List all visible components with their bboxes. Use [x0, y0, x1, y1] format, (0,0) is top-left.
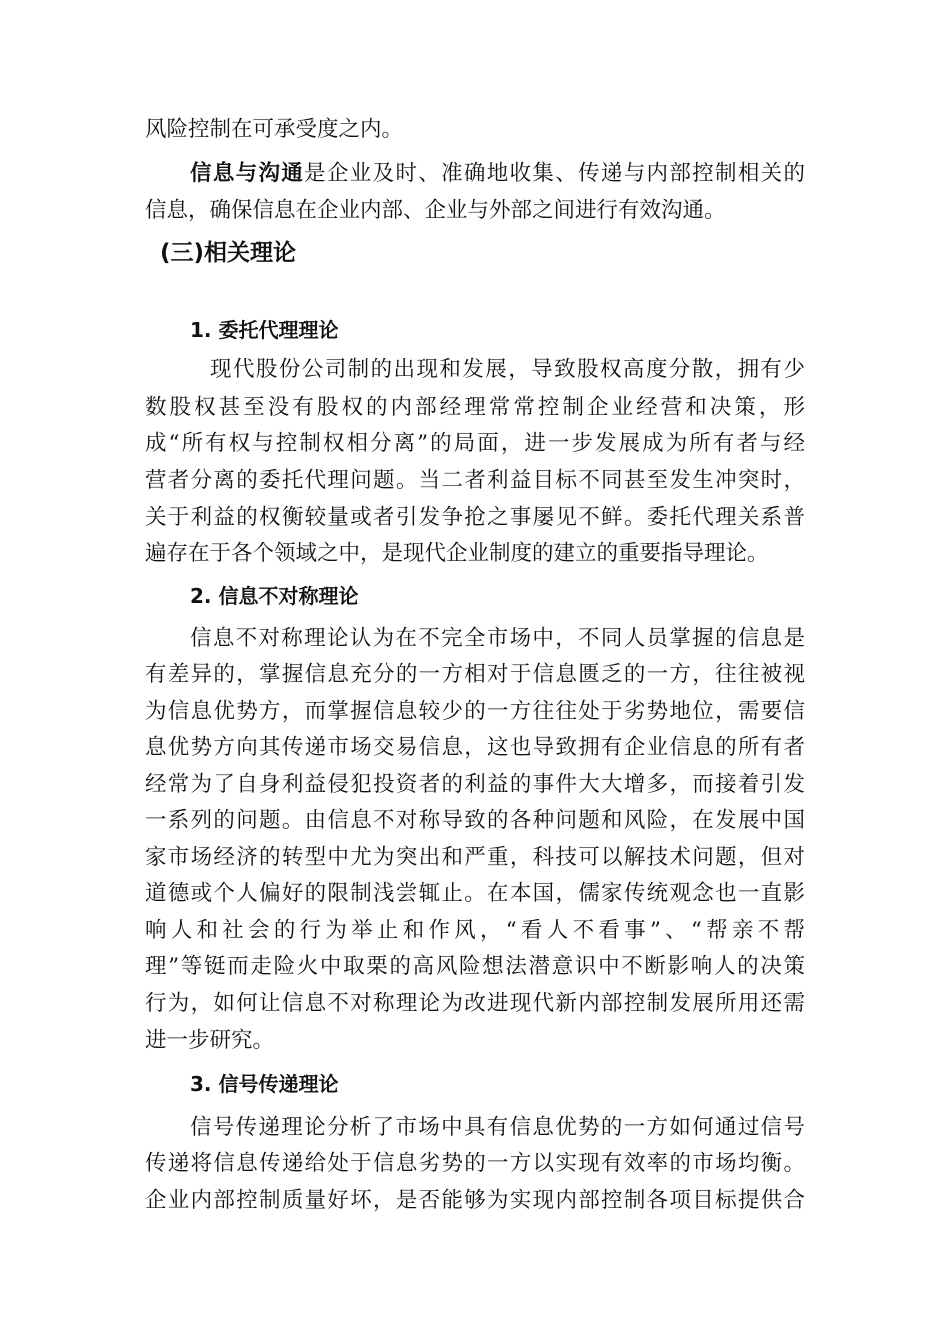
paragraph-line: 息优势方向其传递市场交易信息，这也导致拥有企业信息的所有者	[145, 735, 805, 760]
paragraph-line: 经常为了自身利益侵犯投资者的利益的事件大大增多，而接着引发	[145, 772, 805, 797]
paragraph-line: 响人和社会的行为举止和作风，“看人不看事”、“帮亲不帮	[145, 918, 805, 943]
paragraph-line: 行为，如何让信息不对称理论为改进现代新内部控制发展所用还需	[145, 991, 805, 1016]
subsection-heading: 3. 信号传递理论	[190, 1072, 339, 1096]
paragraph-line: 风险控制在可承受度之内。	[145, 117, 404, 142]
subsection-heading: 1. 委托代理理论	[190, 318, 339, 342]
paragraph-line: 关于利益的权衡较量或者引发争抢之事屡见不鲜。委托代理关系普	[145, 505, 805, 530]
paragraph-line: 信息，确保信息在企业内部、企业与外部之间进行有效沟通。	[145, 198, 726, 223]
paragraph-line: 家市场经济的转型中尤为突出和严重，科技可以解技术问题，但对	[145, 845, 805, 870]
paragraph-line: 成“所有权与控制权相分离”的局面，进一步发展成为所有者与经	[145, 431, 805, 456]
paragraph-line: 信息不对称理论认为在不完全市场中，不同人员掌握的信息是	[190, 626, 805, 651]
paragraph-line: 进一步研究。	[145, 1028, 275, 1053]
section-heading: (三)相关理论	[160, 240, 297, 266]
paragraph-line: 理”等铤而走险火中取栗的高风险想法潜意识中不断影响人的决策	[145, 954, 805, 979]
paragraph-line: 道德或个人偏好的限制浅尝辄止。在本国，儒家传统观念也一直影	[145, 881, 805, 906]
paragraph-line: 遍存在于各个领域之中，是现代企业制度的建立的重要指导理论。	[145, 541, 769, 566]
subsection-heading: 2. 信息不对称理论	[190, 584, 359, 608]
defined-term: 信息与沟通	[190, 161, 305, 186]
paragraph-line: 现代股份公司制的出现和发展，导致股权高度分散，拥有少	[210, 357, 805, 382]
paragraph-line-text: 是企业及时、准确地收集、传递与内部控制相关的	[304, 161, 805, 186]
paragraph-line: 传递将信息传递给处于信息劣势的一方以实现有效率的市场均衡。	[145, 1151, 805, 1176]
paragraph-line: 营者分离的委托代理问题。当二者利益目标不同甚至发生冲突时，	[145, 468, 805, 493]
paragraph-line: 数股权甚至没有股权的内部经理常常控制企业经营和决策，形	[145, 395, 805, 420]
paragraph-line: 有差异的，掌握信息充分的一方相对于信息匮乏的一方，往往被视	[145, 662, 805, 687]
paragraph-line: 信号传递理论分析了市场中具有信息优势的一方如何通过信号	[190, 1115, 805, 1140]
paragraph-line	[190, 159, 805, 189]
paragraph-line: 企业内部控制质量好坏，是否能够为实现内部控制各项目标提供合	[145, 1188, 805, 1213]
paragraph-line: 为信息优势方，而掌握信息较少的一方往往处于劣势地位，需要信	[145, 699, 805, 724]
paragraph-line: 一系列的问题。由信息不对称导致的各种问题和风险，在发展中国	[145, 808, 805, 833]
